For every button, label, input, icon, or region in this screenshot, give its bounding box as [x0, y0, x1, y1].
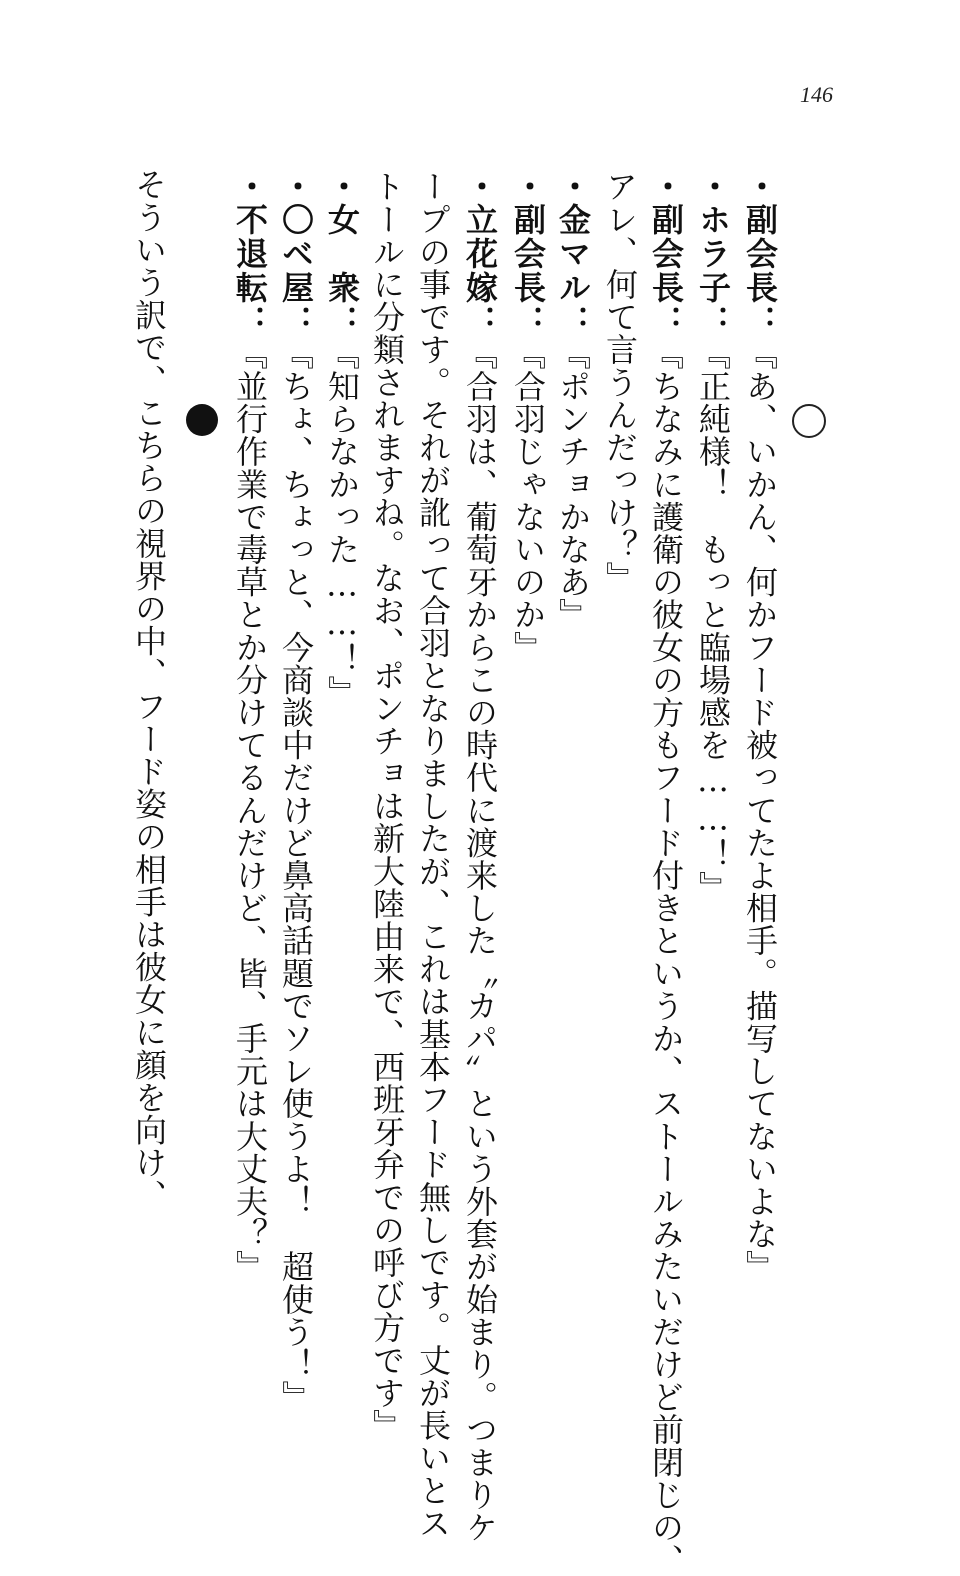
bullet: ・: [647, 170, 685, 203]
line-text: 『ポンチョかなあ』: [554, 337, 592, 631]
line-text: 『ちなみに護衛の彼女の方もフード付きというか、ストールみたいだけど前閉じの、: [647, 337, 685, 1576]
speaker-colon: ：: [231, 304, 269, 338]
line-text: そういう訳で、こちらの視界の中、フード姿の相手は彼女に顔を向け、: [130, 168, 168, 1212]
speaker-colon: ：: [323, 304, 361, 338]
continuation-line: [600, 170, 640, 1320]
page-number: 146: [800, 82, 833, 107]
continuation-line: [129, 168, 169, 1318]
dialogue-line: [460, 170, 500, 1544]
line-text: 『並行作業で毒草とか分けてるんだけど、皆、手元は大丈夫？』: [231, 337, 269, 1283]
speaker-name: 副会長: [509, 202, 547, 305]
dialogue-line: [693, 170, 733, 1320]
bullet: ・: [461, 170, 499, 203]
bullet: ・: [554, 170, 592, 203]
speaker-colon: ：: [647, 304, 685, 338]
continuation-line: [413, 170, 453, 1540]
speaker-colon: ：: [277, 304, 315, 338]
line-text: 『知らなかった……！』: [323, 337, 361, 708]
dialogue-line: [646, 170, 686, 1576]
bullet: ・: [277, 170, 315, 203]
speaker-name: 女 衆: [323, 202, 361, 305]
speaker-name: ホラ子: [694, 202, 732, 305]
open-circle-marker: [792, 404, 826, 438]
speaker-colon: ：: [694, 304, 732, 338]
dialogue-line: [276, 170, 316, 1414]
bullet: ・: [741, 170, 779, 203]
speaker-name: 不退転: [231, 202, 269, 305]
dialogue-line: [230, 170, 270, 1320]
speaker-name: 金マル: [554, 202, 592, 305]
line-text: 『合羽は、葡萄牙からこの時代に渡来した〝カパ〟という外套が始まり。つまりケ: [461, 337, 499, 1544]
continuation-line: [367, 170, 407, 1442]
dialogue-line: [322, 170, 362, 1320]
speaker-name: 副会長: [741, 202, 779, 305]
filled-circle-marker: [186, 404, 218, 436]
dialogue-line: [740, 170, 780, 1320]
line-text: 『ちょ、ちょっと、今商談中だけど鼻高話題でソレ使うよ！ 超使う！』: [277, 337, 315, 1414]
dialogue-line: [508, 170, 548, 1320]
line-text: トールに分類されますね。なお、ポンチョは新大陸由来で、西班牙弁での呼び方です』: [368, 170, 406, 1442]
dialogue-line: [553, 170, 593, 1320]
speaker-name: 〇ベ屋: [277, 202, 315, 305]
bullet: ・: [323, 170, 361, 203]
bullet: ・: [694, 170, 732, 203]
speaker-colon: ：: [509, 304, 547, 338]
speaker-name: 立花嫁: [461, 202, 499, 305]
speaker-colon: ：: [741, 304, 779, 338]
speaker-colon: ：: [554, 304, 592, 338]
line-text: アレ、何て言うんだっけ？』: [601, 170, 639, 594]
bullet: ・: [509, 170, 547, 203]
speaker-name: 副会長: [647, 202, 685, 305]
line-text: 『正純様！ もっと臨場感を……！』: [694, 337, 732, 904]
speaker-colon: ：: [461, 304, 499, 338]
line-text: 『あ、いかん、何かフード被ってたよ相手。描写してないよな』: [741, 337, 779, 1283]
line-text: 『合羽じゃないのか』: [509, 337, 547, 664]
line-text: ープの事です。それが訛って合羽となりましたが、これは基本フード無しです。丈が長いとス: [414, 170, 452, 1540]
bullet: ・: [231, 170, 269, 203]
